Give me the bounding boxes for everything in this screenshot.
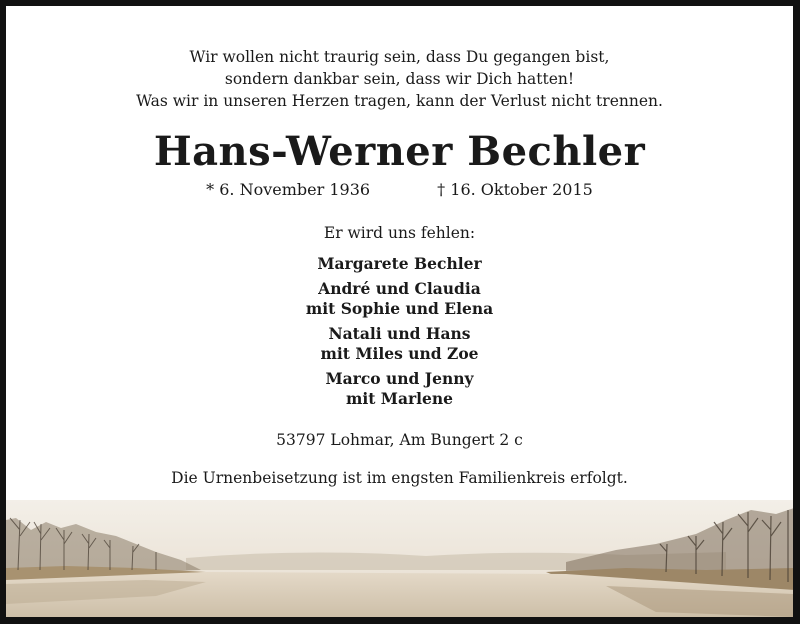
deceased-name: Hans-Werner Bechler <box>153 128 646 175</box>
missed-text: Er wird uns fehlen: <box>323 224 476 242</box>
burial-note: Die Urnenbeisetzung ist im engsten Familienkreis erfolgt. <box>171 469 628 487</box>
mourner-line: Natali und Hans <box>328 324 471 343</box>
memorial-quote <box>6 46 793 112</box>
lake-landscape-illustration <box>6 500 794 617</box>
life-dates <box>6 179 793 201</box>
mourner-line: Margarete Bechler <box>317 254 482 273</box>
mourner-line: Marco und Jenny <box>325 369 474 388</box>
mourners-list <box>6 254 793 414</box>
death-date: † 16. Oktober 2015 <box>437 180 593 199</box>
mourner-group <box>6 254 793 274</box>
mourner-group <box>6 279 793 319</box>
quote-line: Was wir in unseren Herzen tragen, kann der Verlust nicht trennen. <box>136 92 663 110</box>
mourner-line: mit Sophie und Elena <box>305 299 494 318</box>
address: 53797 Lohmar, Am Bungert 2 c <box>276 431 523 449</box>
lake-landscape-image <box>6 500 793 617</box>
mourner-line: mit Miles und Zoe <box>320 344 479 363</box>
mourner-group <box>6 324 793 364</box>
birth-date: * 6. November 1936 <box>206 180 371 199</box>
quote-line: Wir wollen nicht traurig sein, dass Du gegangen bist, <box>189 48 610 66</box>
mourner-line: André und Claudia <box>318 279 481 298</box>
mourner-group <box>6 369 793 409</box>
mourner-line: mit Marlene <box>345 389 454 408</box>
quote-line: sondern dankbar sein, dass wir Dich hatten! <box>224 70 575 88</box>
